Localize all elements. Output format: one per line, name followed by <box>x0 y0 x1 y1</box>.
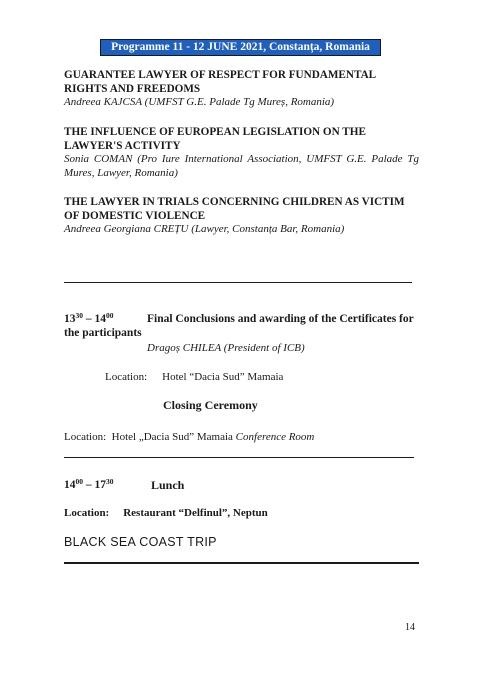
talk-title: THE LAWYER IN TRIALS CONCERNING CHILDREN AS VICTIM <box>64 196 405 208</box>
location-value: Hotel “Dacia Sud” Mamaia <box>162 371 284 383</box>
location-room: Conference Room <box>235 431 315 443</box>
location-value: Restaurant “Delfinul”, Neptun <box>123 507 268 519</box>
closing-ceremony-title: Closing Ceremony <box>163 398 258 412</box>
session-title-cont: the participants <box>64 327 142 339</box>
talk-title: THE INFLUENCE OF EUROPEAN LEGISLATION ON THE <box>64 126 366 138</box>
talk-title-cont: RIGHTS AND FREEDOMS <box>64 82 201 95</box>
lunch-title: Lunch <box>151 478 185 492</box>
section-divider <box>64 457 414 458</box>
talk-title-cont: OF DOMESTIC VIOLENCE <box>64 209 206 222</box>
location-label: Location: <box>64 507 110 519</box>
session-location <box>105 370 283 384</box>
talk-title: GUARANTEE LAWYER OF RESPECT FOR FUNDAMENTAL <box>64 69 377 81</box>
lunch-block <box>64 478 114 492</box>
section-divider <box>64 282 412 283</box>
location-label: Location: <box>105 371 148 383</box>
talk-title-cont: LAWYER'S ACTIVITY <box>64 139 181 152</box>
page-number: 14 <box>405 622 415 633</box>
session-time: $14^{00} - 17^{30}$ <box>64 477 114 491</box>
talk-author: Sonia COMAN (Pro Iure International Association, UMFST G.E. Palade Tg <box>64 153 419 165</box>
session-speaker: Dragoș CHILEA (President of ICB) <box>147 342 305 354</box>
talk-author: Andreea Georgiana CREȚU (Lawyer, Constanța Bar, Romania) <box>64 223 345 235</box>
lunch-location <box>64 506 268 520</box>
trip-title: BLACK SEA COAST TRIP <box>64 535 217 549</box>
section-divider <box>64 562 419 564</box>
location-value: Hotel „Dacia Sud” Mamaia <box>111 431 233 443</box>
talk-author-cont: Mures, Lawyer, Romania) <box>64 166 178 179</box>
closing-location <box>64 430 314 444</box>
session-title: Final Conclusions and awarding of the Certificates for <box>147 313 414 325</box>
location-label: Location: <box>64 431 107 443</box>
programme-banner: Programme 11 - 12 JUNE 2021, Constanța, Romania <box>101 40 380 55</box>
talk-author: Andreea KAJCSA (UMFST G.E. Palade Tg Mureș, Romania) <box>64 96 335 108</box>
session-time: $13^{30} - 14^{00}$ <box>64 311 114 325</box>
